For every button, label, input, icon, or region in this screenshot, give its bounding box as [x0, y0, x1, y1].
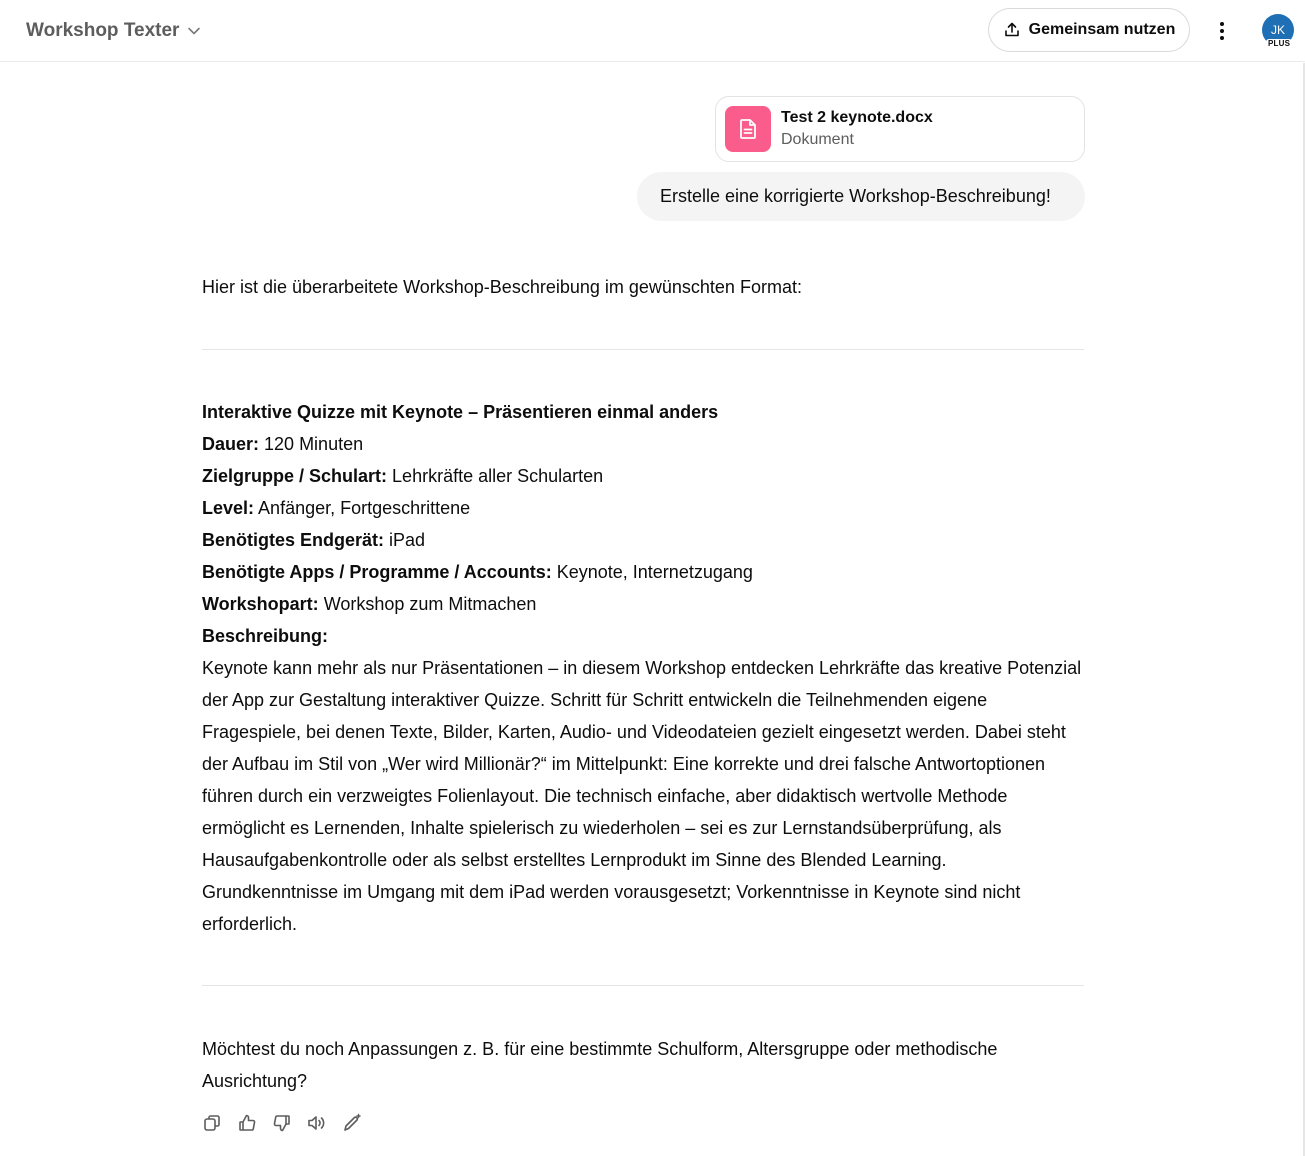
thumbs-up-icon — [237, 1113, 257, 1133]
field-label: Zielgruppe / Schulart: — [202, 466, 388, 486]
chevron-down-icon — [187, 24, 201, 38]
edit-icon — [341, 1113, 363, 1133]
good-response-button[interactable] — [234, 1109, 260, 1137]
share-label: Gemeinsam nutzen — [1028, 21, 1176, 38]
field-row — [202, 524, 1084, 556]
field-row — [202, 588, 1084, 620]
field-label: Benötigte Apps / Programme / Accounts: — [202, 562, 552, 582]
assistant-closing-question: Möchtest du noch Anpassungen z. B. für eine bestimmte Schulform, Altersgruppe oder methodische Ausrichtung? — [202, 1039, 998, 1091]
description-text: Keynote kann mehr als nur Präsentationen – in diesem Workshop entdecken Lehrkräfte das kreative Potenzial der App zur Gestaltung interaktiver Quizze. Schritt für Schritt entwickeln die Teilnehmenden eigene Fragespiele, bei denen Texte, Bilder, Karten, Audio- und Videodateien gezielt eingesetzt werden. Dabei steht der Aufbau im Stil von „Wer wird Millionär?“ im Mittelpunkt: Eine korrekte und drei falsche Antwortoptionen führen durch ein verzweigtes Folienlayout. Die technisch einfache, aber didaktisch wertvolle Methode ermöglicht es Lernenden, Inhalte spielerisch zu wiederholen – sei es zur Lernstandsüberprüfung, als Hausaufgabenkontrolle oder als selbst erstelltes Lernprodukt im Sinne des Blended Learning. Grundkenntnisse im Umgang mit dem iPad werden vorausgesetzt; Vorkenntnisse in Keynote sind nicht erforderlich. — [202, 658, 1082, 934]
attachment-type: Dokument — [781, 131, 854, 148]
thumbs-down-icon — [272, 1113, 292, 1133]
attachment-card[interactable] — [715, 96, 1085, 162]
divider — [202, 349, 1084, 350]
user-message: Erstelle eine korrigierte Workshop-Beschreibung! — [637, 172, 1085, 221]
workshop-title: Interaktive Quizze mit Keynote – Präsentieren einmal anders — [202, 402, 719, 422]
description-label: Beschreibung: — [202, 626, 329, 646]
message-actions — [199, 1109, 365, 1137]
more-vertical-icon — [1219, 21, 1225, 41]
share-button[interactable] — [988, 8, 1190, 52]
edit-button[interactable] — [339, 1109, 365, 1137]
bad-response-button[interactable] — [269, 1109, 295, 1137]
copy-button[interactable] — [199, 1109, 225, 1137]
field-value: Keynote, Internetzugang — [556, 562, 753, 582]
read-aloud-button[interactable] — [304, 1109, 330, 1137]
field-value: Anfänger, Fortgeschrittene — [258, 498, 471, 518]
field-row — [202, 428, 1084, 460]
field-label: Benötigtes Endgerät: — [202, 530, 385, 550]
read-aloud-icon — [306, 1113, 328, 1133]
plan-badge: PLUS — [1268, 39, 1291, 48]
divider — [202, 985, 1084, 986]
field-row — [202, 492, 1084, 524]
chat-title-dropdown[interactable] — [18, 15, 209, 47]
field-value: iPad — [389, 530, 426, 550]
assistant-intro: Hier ist die überarbeitete Workshop-Beschreibung im gewünschten Format: — [202, 277, 802, 297]
copy-icon — [202, 1113, 222, 1133]
document-icon — [725, 106, 771, 152]
field-value: Workshop zum Mitmachen — [323, 594, 537, 614]
share-icon — [1003, 21, 1021, 39]
field-row — [202, 460, 1084, 492]
field-label: Level: — [202, 498, 255, 518]
chat-title: Workshop Texter — [26, 20, 180, 41]
field-value: 120 Minuten — [264, 434, 364, 454]
field-value: Lehrkräfte aller Schularten — [392, 466, 604, 486]
workshop-description-block — [202, 396, 1084, 940]
field-label: Workshopart: — [202, 594, 319, 614]
field-label: Dauer: — [202, 434, 260, 454]
avatar[interactable]: JK — [1262, 14, 1294, 46]
attachment-name: Test 2 keynote.docx — [781, 109, 933, 126]
field-row — [202, 556, 1084, 588]
top-bar — [0, 0, 1305, 62]
more-options-button[interactable] — [1206, 14, 1238, 48]
